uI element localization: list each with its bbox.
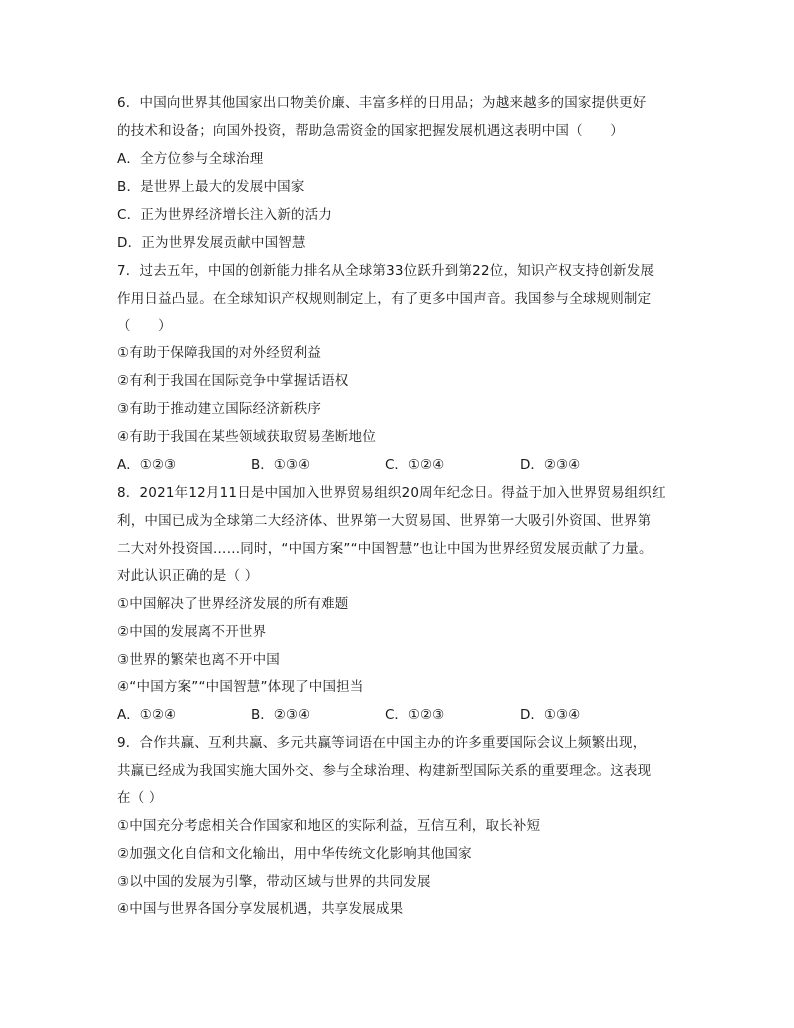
q7-statement-2: ②有利于我国在国际竞争中掌握话语权 [117,373,349,389]
q7-statement-3: ③有助于推动建立国际经济新秩序 [117,401,322,417]
q9-statement-3: ③以中国的发展为引擎，带动区域与世界的共同发展 [117,874,431,890]
q9-stem-line-3: 在（ ） [117,790,163,806]
q7-choice-d: D．②③④ [520,457,581,473]
q6-option-d: D．正为世界发展贡献中国智慧 [117,235,306,251]
q7-choice-c: C．①②④ [385,457,445,473]
q6-stem-line-1: 6．中国向世界其他国家出口物美价廉、丰富多样的日用品；为越来越多的国家提供更好 [117,95,647,111]
q7-choice-b: B．①③④ [251,457,311,473]
q6-option-a: A．全方位参与全球治理 [117,151,264,167]
q6-option-b: B．是世界上最大的发展中国家 [117,179,305,195]
q7-statement-4: ④有助于我国在某些领域获取贸易垄断地位 [117,429,376,445]
q8-statement-3: ③世界的繁荣也离不开中国 [117,652,281,668]
q7-statement-1: ①有助于保障我国的对外经贸利益 [117,345,322,361]
q8-choice-b: B．②③④ [251,707,311,723]
q9-statement-2: ②加强文化自信和文化输出，用中华传统文化影响其他国家 [117,846,472,862]
q9-stem-line-1: 9．合作共赢、互利共赢、多元共赢等词语在中国主办的许多重要国际会议上频繁出现， [117,735,647,751]
q9-statement-1: ①中国充分考虑相关合作国家和地区的实际利益，互信互利，取长补短 [117,818,541,834]
q8-stem-line-4: 对此认识正确的是（ ） [117,568,259,584]
q6-stem-line-2: 的技术和设备；向国外投资，帮助急需资金的国家把握发展机遇这表明中国（ ） [117,123,624,139]
q8-stem-line-1: 8．2021年12月11日是中国加入世界贸易组织20周年纪念日。得益于加入世界贸易组织红 [117,485,666,501]
q9-statement-4: ④中国与世界各国分享发展机遇，共享发展成果 [117,901,404,917]
q8-choice-a: A．①②④ [117,707,177,723]
q7-choice-a: A．①②③ [117,457,177,473]
q9-stem-line-2: 共赢已经成为我国实施大国外交、参与全球治理、构建新型国际关系的重要理念。这表现 [117,763,652,779]
q8-choice-c: C．①②③ [385,707,445,723]
q7-stem-line-2: 作用日益凸显。在全球知识产权规则制定上，有了更多中国声音。我国参与全球规则制定 [117,291,652,307]
q8-choice-d: D．①③④ [520,707,581,723]
q8-statement-2: ②中国的发展离不开世界 [117,624,267,640]
q8-stem-line-3: 二大对外投资国……同时，“中国方案”“中国智慧”也让中国为世界经贸发展贡献了力量。 [117,541,653,557]
q8-statement-1: ①中国解决了世界经济发展的所有难题 [117,596,349,612]
q8-statement-4: ④“中国方案”“中国智慧”体现了中国担当 [117,679,364,695]
q6-option-c: C．正为世界经济增长注入新的活力 [117,207,333,223]
q8-stem-line-2: 利，中国已成为全球第二大经济体、世界第一大贸易国、世界第一大吸引外资国、世界第 [117,513,652,529]
q7-stem-line-1: 7．过去五年，中国的创新能力排名从全球第33位跃升到第22位，知识产权支持创新发展 [117,263,655,279]
q7-stem-line-3: （ ） [117,318,172,334]
